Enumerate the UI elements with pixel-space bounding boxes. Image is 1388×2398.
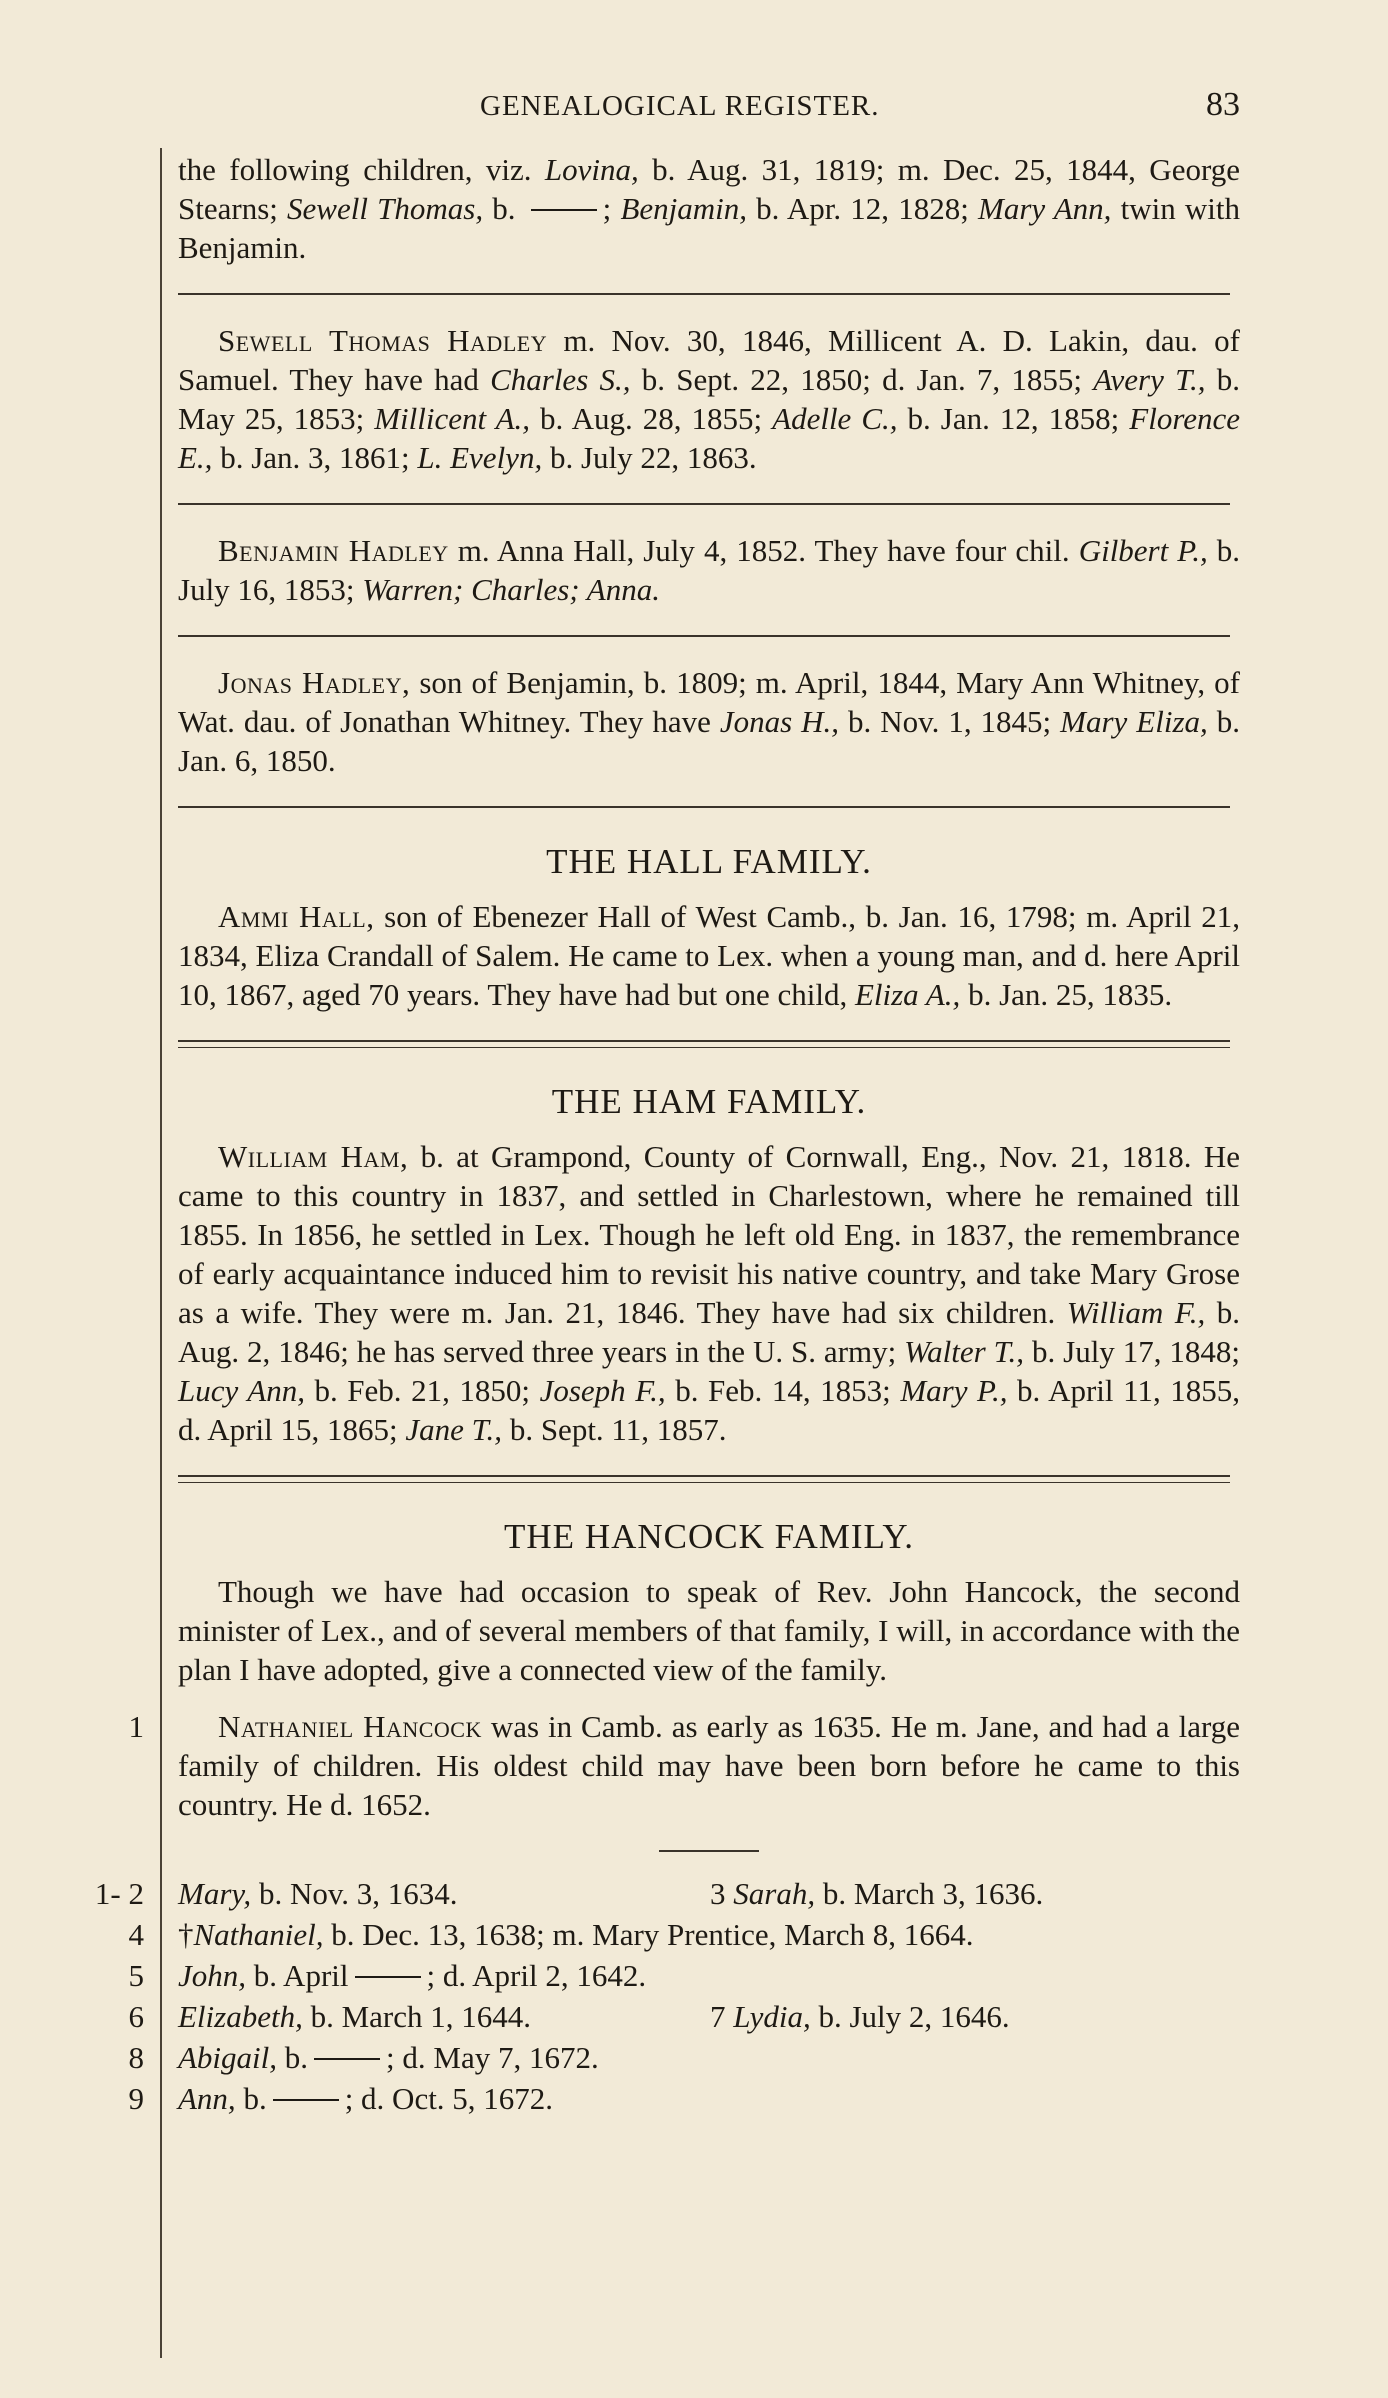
text: son of Benjamin, b. 1809; m. April, 1844, Mary Ann Whitney, of Wat. dau. of Jonathan Whitney. They have xyxy=(178,665,1240,739)
child-name: Lovina, xyxy=(544,152,639,187)
blank-dash xyxy=(273,2099,339,2101)
text: b. Aug. 2, 1846; he has served three years in the U. S. army; xyxy=(178,1295,1240,1369)
child-number: 4 xyxy=(128,1917,144,1952)
double-separator-rule xyxy=(178,1475,1230,1483)
person-name: Sewell Thomas Hadley xyxy=(218,323,548,358)
child-name: L. Evelyn, xyxy=(417,440,543,475)
dagger-mark: † xyxy=(178,1917,194,1952)
entry-sewell-thomas-hadley xyxy=(178,321,1240,477)
text: b. Sept. 22, 1850; d. Jan. 7, 1855; xyxy=(630,362,1094,397)
child-number: 8 xyxy=(128,2040,144,2075)
text: son of Ebenezer Hall of West Camb., b. Jan. 16, 1798; m. April 21, 1834, Eliza Crandall of Salem. He came to Lex. when a young man, and d. here April 10, 1867, aged 70 years. They have had but one child, xyxy=(178,899,1240,1012)
entry-ammi-hall xyxy=(178,897,1240,1014)
heading-hancock-family: THE HANCOCK FAMILY. xyxy=(504,1517,914,1556)
text: ; d. Oct. 5, 1672. xyxy=(344,2081,554,2116)
child-name: Mary Ann, xyxy=(978,191,1112,226)
separator-rule xyxy=(178,635,1230,637)
text: b. Sept. 11, 1857. xyxy=(502,1412,727,1447)
text: ; xyxy=(602,191,621,226)
short-rule xyxy=(659,1850,759,1852)
child-name: Jonas H., xyxy=(719,704,840,739)
text: b. Aug. 31, 1819; m. Dec. 25, 1844, George Stearns; xyxy=(178,152,1240,226)
text: b. May 25, 1853; xyxy=(178,362,1240,436)
hancock-intro: Though we have had occasion to speak of Rev. John Hancock, the second minister of Lex., and of several members of that family, I will, in accordance with the plan I have adopted, give a connected view of the family. xyxy=(178,1574,1240,1687)
text: m. Anna Hall, July 4, 1852. They have four chil. xyxy=(448,533,1079,568)
text: b. at Grampond, County of Cornwall, Eng., Nov. 21, 1818. He came to this country in 1837, and settled in Charlestown, where he remained till 1855. In 1856, he settled in Lex. Though he left old Eng. in 1837, the remembrance of early acquaintance induced him to revisit his native country, and take Mary Grose as a wife. They were m. Jan. 21, 1846. They have had six children. xyxy=(178,1139,1240,1330)
text: b. xyxy=(483,191,525,226)
person-name: William Ham, xyxy=(218,1139,409,1174)
person-name: Jonas Hadley, xyxy=(218,665,411,700)
child-name: Florence E., xyxy=(178,401,1241,475)
text: the following children, viz. xyxy=(178,152,545,187)
child-number: 1- 2 xyxy=(94,1876,144,1911)
child-second-column xyxy=(710,1874,1043,1913)
text: b. April xyxy=(246,1958,349,1993)
child-row xyxy=(128,1956,1240,1997)
entry-jonas-hadley xyxy=(178,663,1240,780)
double-separator-rule xyxy=(178,1040,1230,1048)
body-text xyxy=(94,150,1241,2120)
running-head: GENEALOGICAL REGISTER. xyxy=(480,90,880,122)
text: b. July 2, 1646. xyxy=(810,1999,1010,2034)
child-name: Mary, xyxy=(178,1876,252,1911)
child-number: 6 xyxy=(128,1999,144,2034)
text: b. Dec. 13, 1638; m. Mary Prentice, March 8, 1664. xyxy=(323,1917,974,1952)
child-row xyxy=(94,1874,1240,1915)
child-name: Charles S., xyxy=(490,362,631,397)
entry-william-ham xyxy=(178,1137,1240,1449)
text: b. July 17, 1848; xyxy=(1024,1334,1240,1369)
text: b. Apr. 12, 1828; xyxy=(747,191,978,226)
child-name: Gilbert P., xyxy=(1078,533,1208,568)
child-name: Nathaniel, xyxy=(193,1917,324,1952)
child-number: 7 xyxy=(710,1999,726,2034)
text: b. Nov. 1, 1845; xyxy=(839,704,1061,739)
margin-rule xyxy=(160,148,162,2358)
text: b. March 1, 1644. xyxy=(302,1999,532,2034)
entry-continuation xyxy=(178,150,1240,267)
child-name: Avery T., xyxy=(1093,362,1206,397)
child-name: William F., xyxy=(1066,1295,1206,1330)
blank-dash xyxy=(314,2058,380,2060)
separator-rule xyxy=(178,503,1230,505)
text: b. Nov. 3, 1634. xyxy=(251,1876,458,1911)
text: ; d. April 2, 1642. xyxy=(426,1958,647,1993)
child-second-column xyxy=(710,1997,1010,2036)
blank-dash xyxy=(531,209,597,211)
child-number: 5 xyxy=(128,1958,144,1993)
child-name: Lucy Ann, xyxy=(178,1373,305,1408)
child-name: John, xyxy=(178,1958,247,1993)
child-name: Lydia, xyxy=(733,1999,811,2034)
heading-hall-family: THE HALL FAMILY. xyxy=(546,842,872,881)
child-name: Adelle C., xyxy=(772,401,898,436)
page-number: 83 xyxy=(1206,86,1240,123)
text: b. April 11, 1855, d. April 15, 1865; xyxy=(178,1373,1240,1447)
child-name: Elizabeth, xyxy=(178,1999,303,2034)
child-name: Millicent A., xyxy=(374,401,531,436)
children-list xyxy=(94,1874,1240,2120)
text: m. Nov. 30, 1846, Millicent A. D. Lakin, dau. of Samuel. They have had xyxy=(178,323,1240,397)
page-header xyxy=(170,78,1240,138)
child-name: Ann, xyxy=(178,2081,236,2116)
child-name: Walter T., xyxy=(904,1334,1025,1369)
child-name: Mary P., xyxy=(900,1373,1008,1408)
child-row xyxy=(128,2038,1240,2079)
separator-rule xyxy=(178,806,1230,808)
child-name: Eliza A., xyxy=(854,977,961,1012)
text: b. xyxy=(235,2081,267,2116)
person-name: Nathaniel Hancock xyxy=(218,1709,482,1744)
child-name: Mary Eliza, xyxy=(1060,704,1208,739)
entry-benjamin-hadley xyxy=(178,531,1240,609)
text: b. March 3, 1636. xyxy=(815,1876,1044,1911)
child-name: Jane T., xyxy=(405,1412,503,1447)
generation-number: 1 xyxy=(128,1709,144,1744)
child-name: Abigail, xyxy=(178,2040,278,2075)
child-row xyxy=(128,2079,1240,2120)
child-name: Sewell Thomas, xyxy=(287,191,484,226)
separator-rule xyxy=(178,293,1230,295)
blank-dash xyxy=(355,1976,421,1978)
text: b. Feb. 14, 1853; xyxy=(665,1373,901,1408)
text: b. Feb. 21, 1850; xyxy=(304,1373,540,1408)
text: b. Jan. 25, 1835. xyxy=(960,977,1173,1012)
text: twin with Benjamin. xyxy=(178,191,1240,265)
child-name: Warren; Charles; Anna. xyxy=(362,572,660,607)
entry-nathaniel-hancock xyxy=(128,1707,1240,1824)
person-name: Benjamin Hadley xyxy=(218,533,449,568)
child-name: Joseph F., xyxy=(539,1373,666,1408)
child-name: Benjamin, xyxy=(620,191,748,226)
child-row xyxy=(128,1997,1240,2038)
text: b. July 16, 1853; xyxy=(178,533,1241,607)
text: b. Jan. 3, 1861; xyxy=(212,440,418,475)
child-number: 9 xyxy=(128,2081,144,2116)
child-number: 3 xyxy=(710,1876,726,1911)
text: b. July 22, 1863. xyxy=(542,440,757,475)
person-name: Ammi Hall, xyxy=(218,899,375,934)
text: was in Camb. as early as 1635. He m. Jane, and had a large family of children. His oldest child may have been born before he came to this country. He d. 1652. xyxy=(178,1709,1240,1822)
text: b. xyxy=(277,2040,309,2075)
child-row xyxy=(128,1915,1240,1956)
child-name: Sarah, xyxy=(733,1876,816,1911)
heading-ham-family: THE HAM FAMILY. xyxy=(551,1082,867,1121)
text: ; d. May 7, 1672. xyxy=(386,2040,599,2075)
text: b. Jan. 12, 1858; xyxy=(897,401,1130,436)
text: b. Aug. 28, 1855; xyxy=(530,401,773,436)
text: b. Jan. 6, 1850. xyxy=(178,704,1240,778)
